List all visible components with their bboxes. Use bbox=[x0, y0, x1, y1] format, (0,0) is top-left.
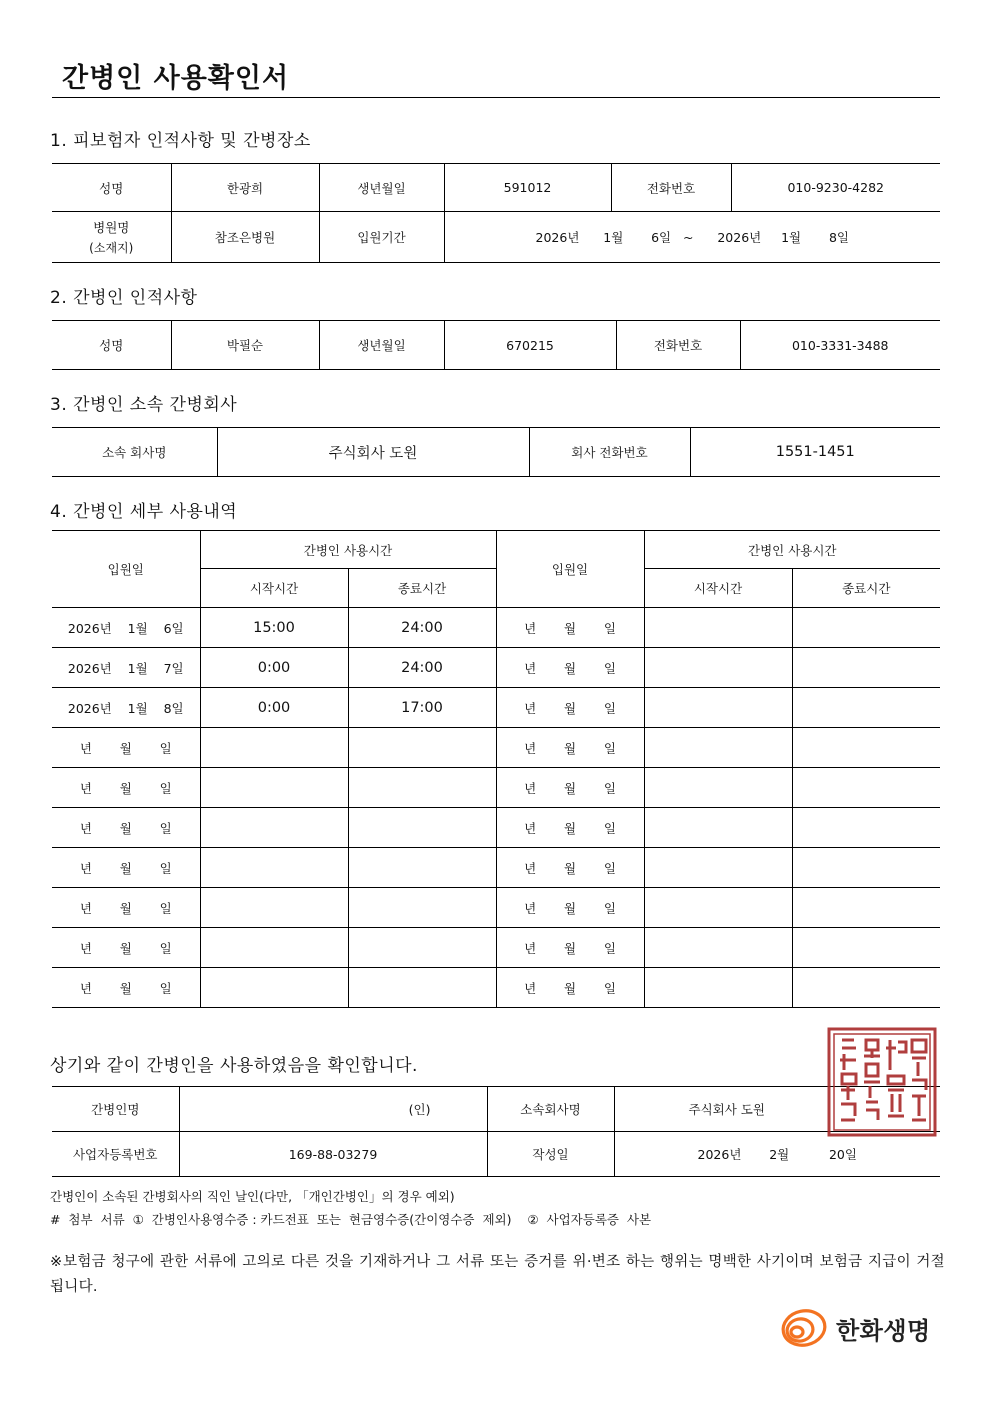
right-start-header: 시작시간 bbox=[644, 569, 792, 608]
right-start-time bbox=[644, 848, 792, 888]
company-name-label: 소속 회사명 bbox=[52, 428, 217, 477]
right-end-time bbox=[792, 608, 940, 648]
right-end-time bbox=[792, 768, 940, 808]
attachment-note: # 첨부 서류 ① 간병인사용영수증 : 카드전표 또는 현금영수증(간이영수증 제외) ② 사업자등록증 사본 bbox=[50, 1212, 652, 1227]
usage-row bbox=[52, 808, 940, 848]
insured-phone: 010-9230-4282 bbox=[731, 164, 940, 212]
biz-number: 169-88-03279 bbox=[179, 1132, 487, 1177]
right-start-time bbox=[644, 688, 792, 728]
left-date-cell: 년 월 일 bbox=[52, 808, 200, 848]
left-end-time bbox=[348, 848, 496, 888]
insured-birth-label: 생년월일 bbox=[319, 164, 444, 212]
right-end-time bbox=[792, 928, 940, 968]
confirmation-text: 상기와 같이 간병인을 사용하였음을 확인합니다. bbox=[50, 1056, 418, 1076]
caregiver-phone-label: 전화번호 bbox=[616, 321, 740, 370]
usage-row bbox=[52, 608, 940, 648]
right-end-time bbox=[792, 648, 940, 688]
left-date-cell: 년 월 일 bbox=[52, 728, 200, 768]
left-date-header: 입원일 bbox=[52, 531, 200, 608]
hanwha-logo-text: 한화생명 bbox=[836, 1316, 931, 1345]
usage-row bbox=[52, 888, 940, 928]
left-end-time: 17:00 bbox=[348, 688, 496, 728]
right-start-time bbox=[644, 648, 792, 688]
hanwha-logo-icon bbox=[778, 1306, 830, 1350]
caregiver-name-sign-label: 간병인명 bbox=[52, 1087, 179, 1132]
right-start-time bbox=[644, 728, 792, 768]
left-start-time bbox=[200, 848, 348, 888]
admission-period-label: 입원기간 bbox=[319, 212, 444, 263]
right-date-cell: 년 월 일 bbox=[496, 928, 644, 968]
left-start-time bbox=[200, 728, 348, 768]
right-start-time bbox=[644, 888, 792, 928]
right-date-cell: 년 월 일 bbox=[496, 648, 644, 688]
usage-row bbox=[52, 928, 940, 968]
left-date-cell: 년 월 일 bbox=[52, 968, 200, 1008]
right-end-time bbox=[792, 688, 940, 728]
right-end-time bbox=[792, 888, 940, 928]
right-date-cell: 년 월 일 bbox=[496, 768, 644, 808]
usage-row bbox=[52, 648, 940, 688]
left-date-cell: 년 월 일 bbox=[52, 888, 200, 928]
left-date-cell: 년 월 일 bbox=[52, 768, 200, 808]
company-phone: 1551-1451 bbox=[690, 428, 940, 477]
section1-heading: 1. 피보험자 인적사항 및 간병장소 bbox=[50, 131, 311, 151]
confirmation-table bbox=[52, 1086, 940, 1177]
title-divider bbox=[52, 97, 940, 98]
right-time-header: 간병인 사용시간 bbox=[644, 531, 940, 569]
fraud-warning: ※보험금 청구에 관한 서류에 고의로 다른 것을 기재하거나 그 서류 또는 증거를 위·변조 하는 행위는 명백한 사기이며 보험금 지급이 거절됩니다. bbox=[50, 1254, 945, 1295]
usage-row bbox=[52, 848, 940, 888]
caregiver-seal-mark: (인) bbox=[179, 1087, 487, 1132]
section4-heading: 4. 간병인 세부 사용내역 bbox=[50, 502, 238, 522]
hospital-name: 참조은병원 bbox=[171, 212, 319, 263]
company-phone-label: 회사 전화번호 bbox=[529, 428, 690, 477]
caregiver-info-table bbox=[52, 320, 940, 370]
left-start-time: 15:00 bbox=[200, 608, 348, 648]
right-date-cell: 년 월 일 bbox=[496, 608, 644, 648]
right-date-cell: 년 월 일 bbox=[496, 848, 644, 888]
right-start-time bbox=[644, 808, 792, 848]
left-start-time bbox=[200, 888, 348, 928]
left-start-header: 시작시간 bbox=[200, 569, 348, 608]
left-start-time: 0:00 bbox=[200, 648, 348, 688]
left-end-time bbox=[348, 728, 496, 768]
usage-row bbox=[52, 688, 940, 728]
insured-birth: 591012 bbox=[444, 164, 611, 212]
left-date-cell: 2026년 1월 7일 bbox=[52, 648, 200, 688]
right-start-time bbox=[644, 768, 792, 808]
right-date-cell: 년 월 일 bbox=[496, 728, 644, 768]
left-end-time bbox=[348, 768, 496, 808]
section2-heading: 2. 간병인 인적사항 bbox=[50, 288, 198, 308]
written-date-label: 작성일 bbox=[487, 1132, 614, 1177]
right-date-cell: 년 월 일 bbox=[496, 968, 644, 1008]
caregiver-birth: 670215 bbox=[444, 321, 616, 370]
company-name: 주식회사 도원 bbox=[217, 428, 529, 477]
seal-note: 간병인이 소속된 간병회사의 직인 날인(다만, 「개인간병인」의 경우 예외) bbox=[50, 1189, 455, 1204]
left-start-time bbox=[200, 808, 348, 848]
page-title: 간병인 사용확인서 bbox=[62, 63, 290, 94]
insured-info-table bbox=[52, 163, 940, 263]
left-date-cell: 년 월 일 bbox=[52, 928, 200, 968]
sign-company-label: 소속회사명 bbox=[487, 1087, 614, 1132]
left-end-time bbox=[348, 968, 496, 1008]
right-date-cell: 년 월 일 bbox=[496, 688, 644, 728]
hospital-label: 병원명 bbox=[93, 220, 130, 235]
written-date: 2026년 2월 20일 bbox=[614, 1132, 940, 1177]
left-date-cell: 2026년 1월 8일 bbox=[52, 688, 200, 728]
hospital-label-sub: (소재지) bbox=[89, 241, 134, 255]
right-start-time bbox=[644, 928, 792, 968]
left-date-cell: 2026년 1월 6일 bbox=[52, 608, 200, 648]
hospital-label-cell bbox=[52, 212, 171, 263]
left-end-time bbox=[348, 888, 496, 928]
left-start-time bbox=[200, 968, 348, 1008]
left-end-header: 종료시간 bbox=[348, 569, 496, 608]
right-end-time bbox=[792, 848, 940, 888]
caregiver-name-label: 성명 bbox=[52, 321, 171, 370]
right-date-header: 입원일 bbox=[496, 531, 644, 608]
right-start-time bbox=[644, 608, 792, 648]
left-time-header: 간병인 사용시간 bbox=[200, 531, 496, 569]
biz-number-label: 사업자등록번호 bbox=[52, 1132, 179, 1177]
insured-phone-label: 전화번호 bbox=[611, 164, 731, 212]
left-end-time: 24:00 bbox=[348, 648, 496, 688]
admission-period: 2026년 1월 6일 ~ 2026년 1월 8일 bbox=[444, 212, 940, 263]
right-end-time bbox=[792, 728, 940, 768]
company-seal-stamp bbox=[826, 1026, 938, 1138]
left-start-time bbox=[200, 768, 348, 808]
right-end-header: 종료시간 bbox=[792, 569, 940, 608]
insured-name-label: 성명 bbox=[52, 164, 171, 212]
right-date-cell: 년 월 일 bbox=[496, 888, 644, 928]
usage-row bbox=[52, 728, 940, 768]
right-end-time bbox=[792, 808, 940, 848]
sign-company-name: 주식회사 도원 bbox=[614, 1087, 940, 1132]
left-end-time: 24:00 bbox=[348, 608, 496, 648]
right-start-time bbox=[644, 968, 792, 1008]
left-end-time bbox=[348, 928, 496, 968]
left-start-time bbox=[200, 928, 348, 968]
usage-detail-table bbox=[52, 530, 940, 1008]
left-start-time: 0:00 bbox=[200, 688, 348, 728]
insured-name: 한광희 bbox=[171, 164, 319, 212]
usage-row bbox=[52, 968, 940, 1008]
section3-heading: 3. 간병인 소속 간병회사 bbox=[50, 395, 238, 415]
caregiver-phone: 010-3331-3488 bbox=[740, 321, 940, 370]
left-date-cell: 년 월 일 bbox=[52, 848, 200, 888]
caregiver-birth-label: 생년월일 bbox=[319, 321, 444, 370]
usage-row bbox=[52, 768, 940, 808]
left-end-time bbox=[348, 808, 496, 848]
hanwha-life-logo bbox=[778, 1306, 931, 1350]
right-end-time bbox=[792, 968, 940, 1008]
caregiver-name: 박필순 bbox=[171, 321, 319, 370]
right-date-cell: 년 월 일 bbox=[496, 808, 644, 848]
company-info-table bbox=[52, 427, 940, 477]
